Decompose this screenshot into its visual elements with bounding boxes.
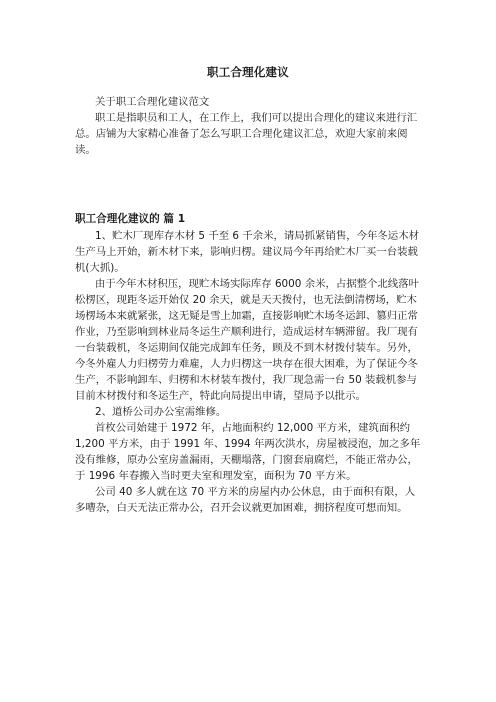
paragraph-3: 2、道桥公司办公室需维修。 [95,406,227,418]
intro-subtitle [75,94,425,110]
paragraph-4: 首枚公司始建于 1972 年，占地面积约 12,000 平方米，建筑面积约 1,200 平方米，由于 1991 年、1994 年两次洪水，房屋被浸泡，加之多年没有维修，原办公室房盖漏雨，天棚塌落，门窗套扇腐烂，不能正常办公，于 1996 年春搬入当时更夫室和理发室，面积为 70 平方米。 [75,422,421,482]
intro-subtitle-text: 关于职工合理化建议范文 [95,96,210,108]
section-heading: 职工合理化建议的 篇 1 [75,213,186,225]
intro-paragraph [75,110,425,158]
intro-paragraph-text: 职工是指职员和工人，在工作上，我们可以提出合理化的建议来进行汇总。店铺为大家精心准备了怎么写职工合理化建议汇总，欢迎大家前来阅读。 [75,112,418,156]
paragraph-1: 1、贮木厂现库存木材 5 千至 6 千余米，请局抓紧销售，今年冬运木材生产马上开始，新木材下来，影响归楞。建议局今年再给贮木厂买一台装载机(大抓)。 [75,230,419,274]
paragraph-2: 由于今年木材积压，现贮木场实际库存 6000 余米，占据整个北线落叶松楞区，现距冬运开始仅 20 余天，就是天天拨付，也无法倒清楞场，贮木场楞场本来就紧张，这无疑是雪上加霜，直接影响贮木场冬运卸、篡归正常作业，乃至影响到林业局冬运生产顺利进行，造成运材车辆滞留。我厂现有一台装载机，冬运期间仅能完成卸车任务，顾及不到木材拨付装车。另外，今冬外雇人力归楞劳力难雇，人力归楞这一块存在很大困难，为了保证今冬生产，不影响卸车、归楞和木材装车拨付，我厂现急需一台 50 装载机参与目前木材拨付和冬运生产，特此向局提出申请，望局予以批示。 [75,278,419,402]
section-content [75,228,425,516]
document-title: 职工合理化建议 [207,65,289,79]
paragraph-5: 公司 40 多人就在这 70 平方米的房屋内办公休息，由于面积有限，人多嘈杂，白天无法正常办公，召开会议就更加困难，拥挤程度可想而知。 [75,486,416,514]
